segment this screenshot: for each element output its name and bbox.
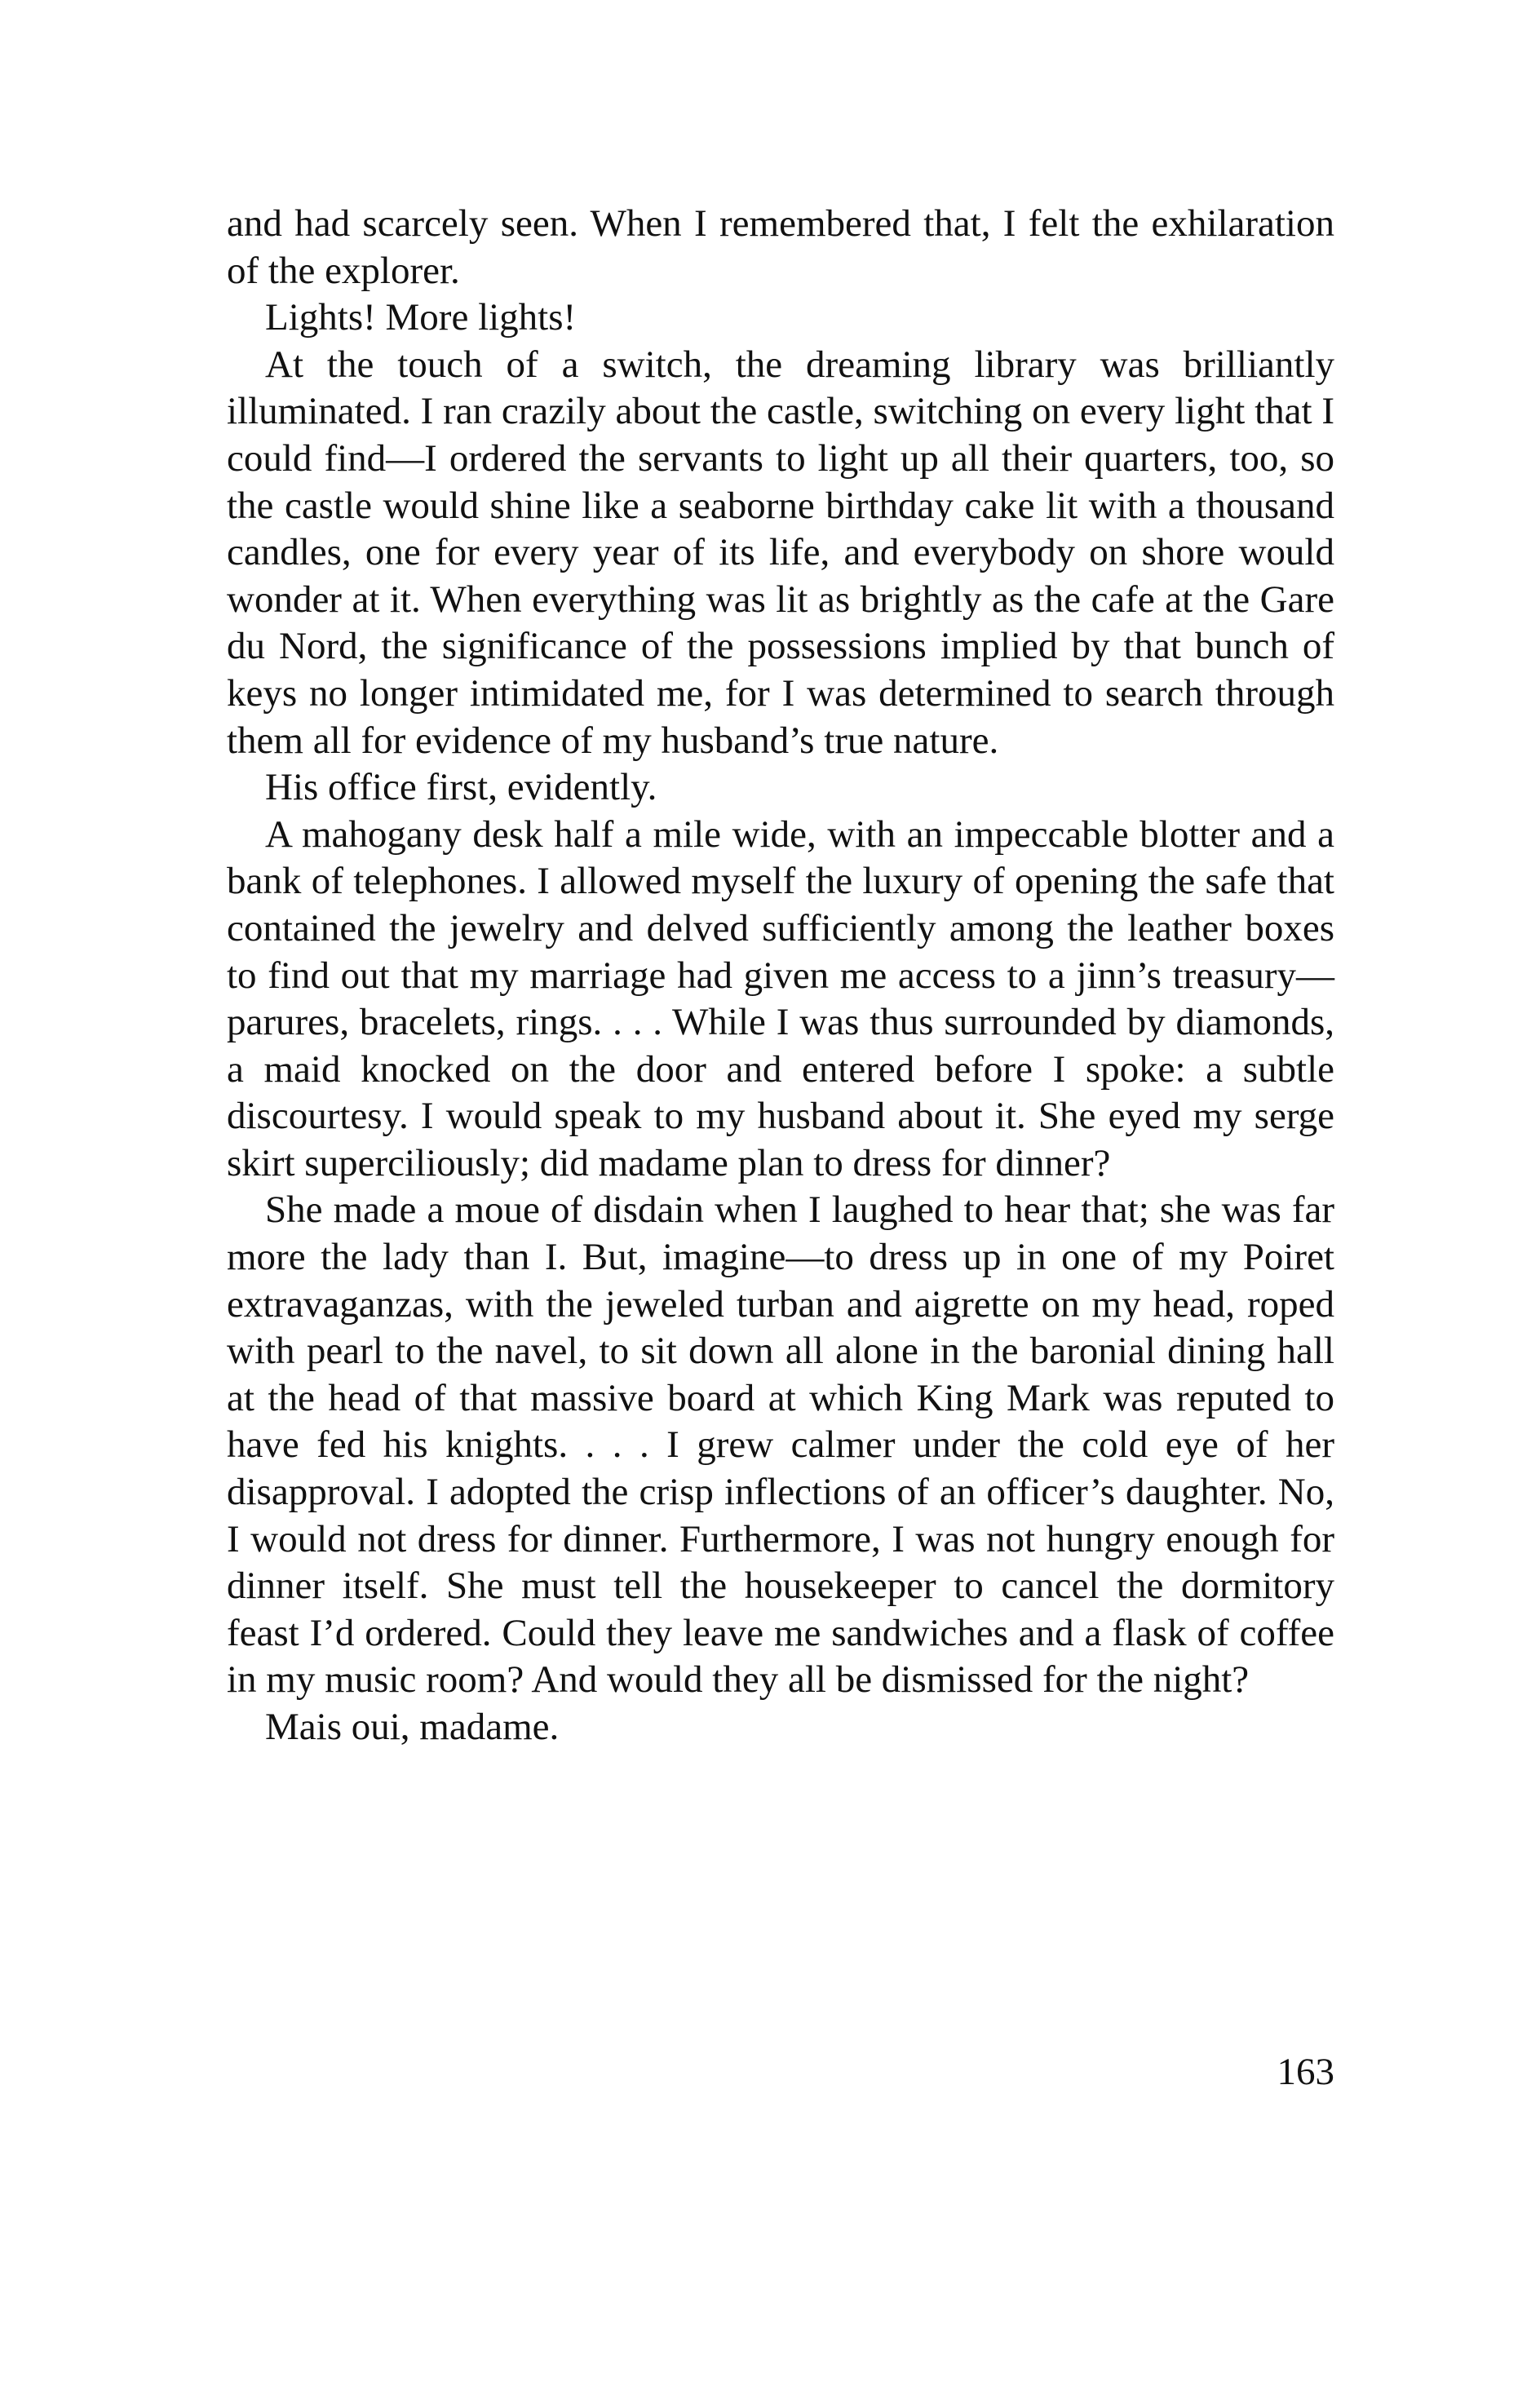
paragraph-moue: She made a moue of disdain when I laughed to hear that; she was far more the lady than I. But, imagine—to dress up in one of my Poiret extravaganzas, with the jeweled turban and aigrette on my head, roped with pearl to the navel, to sit down all alone in the baronial dining hall at the head of that massive board at which King Mark was reputed to have fed his knights. . . . I grew calmer under the cold eye of her disapproval. I adopted the crisp inflections of an officer’s daughter. No, I would not dress for dinner. Furthermore, I was not hungry enough for dinner itself. She must tell the housekeeper to cancel the dormitory feast I’d ordered. Could they leave me sandwiches and a flask of coffee in my music room? And would they all be dismissed for the night?	[227, 1188, 1334, 1702]
body-text	[227, 201, 1334, 1751]
page-number: 163	[1277, 2051, 1334, 2093]
paragraph-mahogany-desk: A mahogany desk half a mile wide, with an impeccable blotter and a bank of telephones. I allowed myself the luxury of opening the safe that contained the jewelry and delved sufficiently among the leather boxes to find out that my marriage had given me access to a jinn’s treasury—parures, bracelets, rings. . . . While I was thus surrounded by diamonds, a maid knocked on the door and entered before I spoke: a subtle discourtesy. I would speak to my husband about it. She eyed my serge skirt superciliously; did madame plan to dress for dinner?	[227, 812, 1334, 1184]
paragraph-continuation: and had scarcely seen. When I remembered that, I felt the exhilaration of the explorer.	[227, 202, 1334, 292]
paragraph-lights: Lights! More lights!	[265, 296, 577, 339]
paragraph-mais-oui: Mais oui, madame.	[265, 1706, 560, 1748]
paragraph-office: His office first, evidently.	[265, 766, 657, 809]
paragraph-switch: At the touch of a switch, the dreaming library was brilliantly illuminated. I ran crazily about the castle, switching on every light that I could find—I ordered the servants to light up all their quarters, too, so the castle would shine like a seaborne birthday cake lit with a thousand candles, one for every year of its life, and everybody on shore would wonder at it. When everything was lit as brightly as the cafe at the Gare du Nord, the significance of the possessions implied by that bunch of keys no longer intimidated me, for I was determined to search through them all for evidence of my husband’s true nature.	[227, 343, 1334, 762]
